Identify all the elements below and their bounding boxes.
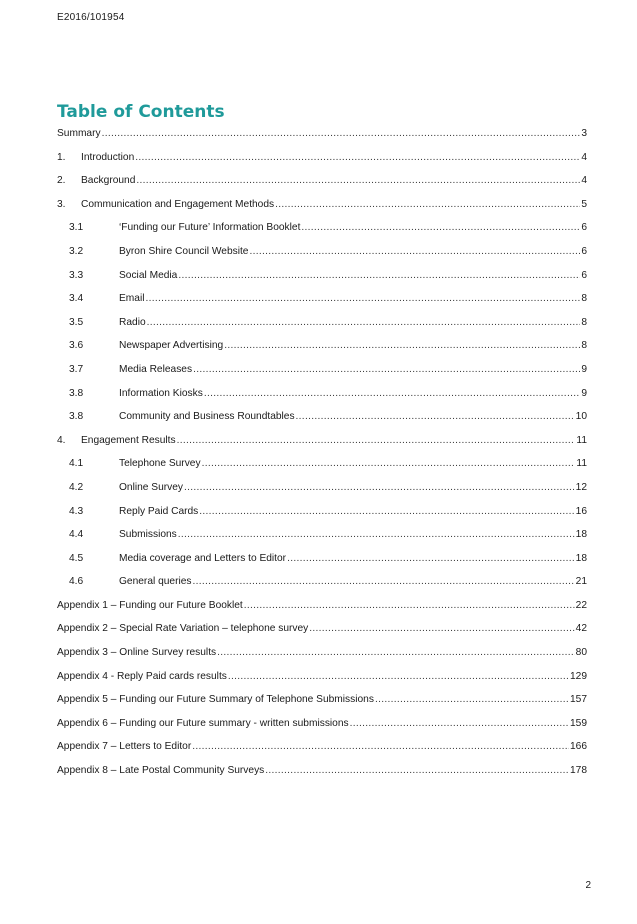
toc-leader-dots — [309, 623, 574, 634]
toc-entry-label: Appendix 2 – Special Rate Variation – telephone survey — [57, 623, 309, 635]
toc-entry-label: Background — [81, 175, 136, 187]
toc-entry-number: 4.6 — [69, 576, 84, 588]
toc-entry[interactable] — [57, 741, 587, 765]
toc-leader-dots — [193, 364, 580, 375]
toc-entry-label: Online Survey — [119, 481, 183, 493]
toc-entry[interactable] — [57, 623, 587, 647]
toc-entry[interactable] — [57, 411, 587, 435]
toc-entry-number: 3.2 — [69, 245, 84, 257]
toc-entry-page: 18 — [575, 529, 587, 541]
toc-leader-dots — [350, 718, 569, 729]
toc-entry-page: 6 — [581, 269, 587, 281]
toc-entry-page: 22 — [575, 599, 587, 611]
toc-entry-page: 21 — [575, 576, 587, 588]
toc-entry-label: Appendix 1 – Funding our Future Booklet — [57, 599, 243, 611]
toc-leader-dots — [192, 741, 569, 752]
toc-entry-page: 166 — [570, 741, 587, 753]
toc-entry[interactable] — [57, 647, 587, 671]
toc-leader-dots — [375, 694, 569, 705]
toc-entry-number: 3.4 — [69, 293, 84, 305]
toc-entry-page: 12 — [575, 481, 587, 493]
toc-entry-label: Media coverage and Letters to Editor — [119, 552, 287, 564]
toc-entry-page: 129 — [570, 670, 587, 682]
toc-entry-page: 6 — [581, 222, 587, 234]
toc-entry[interactable] — [57, 458, 587, 482]
toc-entry-number: 3.3 — [69, 269, 84, 281]
toc-entry-page: 11 — [576, 434, 587, 446]
toc-leader-dots — [287, 553, 575, 564]
toc-entry[interactable] — [57, 482, 587, 506]
toc-entry-number: 4.3 — [69, 505, 84, 517]
toc-entry-page: 6 — [581, 245, 587, 257]
toc-entry-page: 11 — [576, 458, 587, 470]
toc-entry-label: Information Kiosks — [119, 387, 203, 399]
toc-entry-number: 3.7 — [69, 363, 84, 375]
toc-entry-page: 16 — [575, 505, 587, 517]
toc-leader-dots — [193, 576, 575, 587]
table-of-contents — [57, 128, 587, 789]
toc-entry[interactable] — [57, 765, 587, 789]
toc-entry[interactable] — [57, 317, 587, 341]
toc-leader-dots — [204, 388, 581, 399]
toc-entry[interactable] — [57, 128, 587, 152]
toc-entry-page: 8 — [581, 293, 587, 305]
toc-entry-page: 9 — [581, 387, 587, 399]
toc-entry-label: Introduction — [81, 151, 135, 163]
toc-entry-label: Engagement Results — [81, 434, 176, 446]
toc-entry-label: Media Releases — [119, 363, 193, 375]
toc-title: Table of Contents — [57, 102, 225, 122]
toc-entry-label: Communication and Engagement Methods — [81, 198, 275, 210]
toc-leader-dots — [202, 458, 576, 469]
toc-entry-number: 1. — [57, 151, 66, 163]
toc-entry-label: Newspaper Advertising — [119, 340, 224, 352]
toc-entry[interactable] — [57, 199, 587, 223]
toc-entry-label: Appendix 6 – Funding our Future summary - written submissions — [57, 717, 349, 729]
toc-entry-page: 42 — [575, 623, 587, 635]
toc-entry-label: Byron Shire Council Website — [119, 245, 249, 257]
toc-entry-page: 8 — [581, 340, 587, 352]
toc-leader-dots — [296, 411, 575, 422]
toc-entry[interactable] — [57, 270, 587, 294]
toc-entry-number: 3. — [57, 198, 66, 210]
toc-entry-page: 5 — [581, 198, 587, 210]
toc-entry[interactable] — [57, 529, 587, 553]
toc-entry[interactable] — [57, 576, 587, 600]
toc-entry-page: 157 — [570, 694, 587, 706]
toc-entry-page: 4 — [581, 151, 587, 163]
toc-leader-dots — [244, 600, 575, 611]
toc-entry[interactable] — [57, 340, 587, 364]
toc-leader-dots — [249, 246, 580, 257]
toc-leader-dots — [102, 128, 581, 139]
toc-leader-dots — [199, 506, 574, 517]
toc-entry-number: 2. — [57, 175, 66, 187]
toc-entry-label: General queries — [119, 576, 192, 588]
toc-entry[interactable] — [57, 600, 587, 624]
toc-entry-label: Appendix 5 – Funding our Future Summary of Telephone Submissions — [57, 694, 374, 706]
toc-entry[interactable] — [57, 246, 587, 270]
toc-entry[interactable] — [57, 718, 587, 742]
document-reference: E2016/101954 — [57, 12, 125, 23]
toc-leader-dots — [184, 482, 575, 493]
toc-leader-dots — [178, 529, 575, 540]
toc-entry-page: 159 — [570, 717, 587, 729]
toc-leader-dots — [135, 152, 580, 163]
toc-entry[interactable] — [57, 671, 587, 695]
toc-entry-number: 3.8 — [69, 387, 84, 399]
toc-leader-dots — [228, 671, 569, 682]
toc-entry[interactable] — [57, 506, 587, 530]
toc-leader-dots — [265, 765, 569, 776]
toc-entry-number: 4.4 — [69, 529, 84, 541]
toc-entry-page: 10 — [575, 411, 587, 423]
toc-entry-number: 4.5 — [69, 552, 84, 564]
toc-entry[interactable] — [57, 175, 587, 199]
toc-leader-dots — [147, 317, 581, 328]
toc-leader-dots — [275, 199, 580, 210]
toc-entry[interactable] — [57, 435, 587, 459]
toc-entry[interactable] — [57, 364, 587, 388]
toc-leader-dots — [178, 270, 580, 281]
toc-entry-number: 3.5 — [69, 316, 84, 328]
toc-entry-number: 4.1 — [69, 458, 84, 470]
toc-entry-page: 3 — [581, 128, 587, 139]
toc-entry-label: Radio — [119, 316, 146, 328]
toc-entry-label: Summary — [57, 128, 101, 139]
toc-entry-number: 4. — [57, 434, 66, 446]
toc-entry-label: Reply Paid Cards — [119, 505, 199, 517]
toc-entry-number: 4.2 — [69, 481, 84, 493]
toc-entry-label: Social Media — [119, 269, 178, 281]
toc-leader-dots — [177, 435, 576, 446]
toc-entry-label: Appendix 8 – Late Postal Community Surveys — [57, 765, 265, 777]
toc-entry[interactable] — [57, 293, 587, 317]
toc-entry-label: ‘Funding our Future’ Information Booklet — [119, 222, 301, 234]
toc-leader-dots — [301, 222, 580, 233]
toc-entry-page: 18 — [575, 552, 587, 564]
toc-entry-label: Community and Business Roundtables — [119, 411, 295, 423]
toc-entry[interactable] — [57, 694, 587, 718]
toc-entry-label: Email — [119, 293, 145, 305]
toc-entry-page: 80 — [575, 647, 587, 659]
toc-entry-label: Appendix 3 – Online Survey results — [57, 647, 217, 659]
toc-entry-label: Submissions — [119, 529, 177, 541]
page-number: 2 — [585, 880, 591, 891]
toc-entry-number: 3.6 — [69, 340, 84, 352]
toc-entry[interactable] — [57, 152, 587, 176]
toc-entry-label: Telephone Survey — [119, 458, 201, 470]
toc-entry-page: 4 — [581, 175, 587, 187]
toc-leader-dots — [217, 647, 575, 658]
toc-entry-label: Appendix 7 – Letters to Editor — [57, 741, 192, 753]
toc-leader-dots — [224, 340, 580, 351]
toc-entry-number: 3.8 — [69, 411, 84, 423]
toc-entry[interactable] — [57, 222, 587, 246]
toc-entry[interactable] — [57, 388, 587, 412]
toc-entry-page: 8 — [581, 316, 587, 328]
toc-entry[interactable] — [57, 553, 587, 577]
toc-leader-dots — [136, 175, 580, 186]
toc-leader-dots — [145, 293, 580, 304]
toc-entry-number: 3.1 — [69, 222, 84, 234]
toc-entry-label: Appendix 4 - Reply Paid cards results — [57, 670, 227, 682]
toc-entry-page: 178 — [570, 765, 587, 777]
toc-entry-page: 9 — [581, 363, 587, 375]
